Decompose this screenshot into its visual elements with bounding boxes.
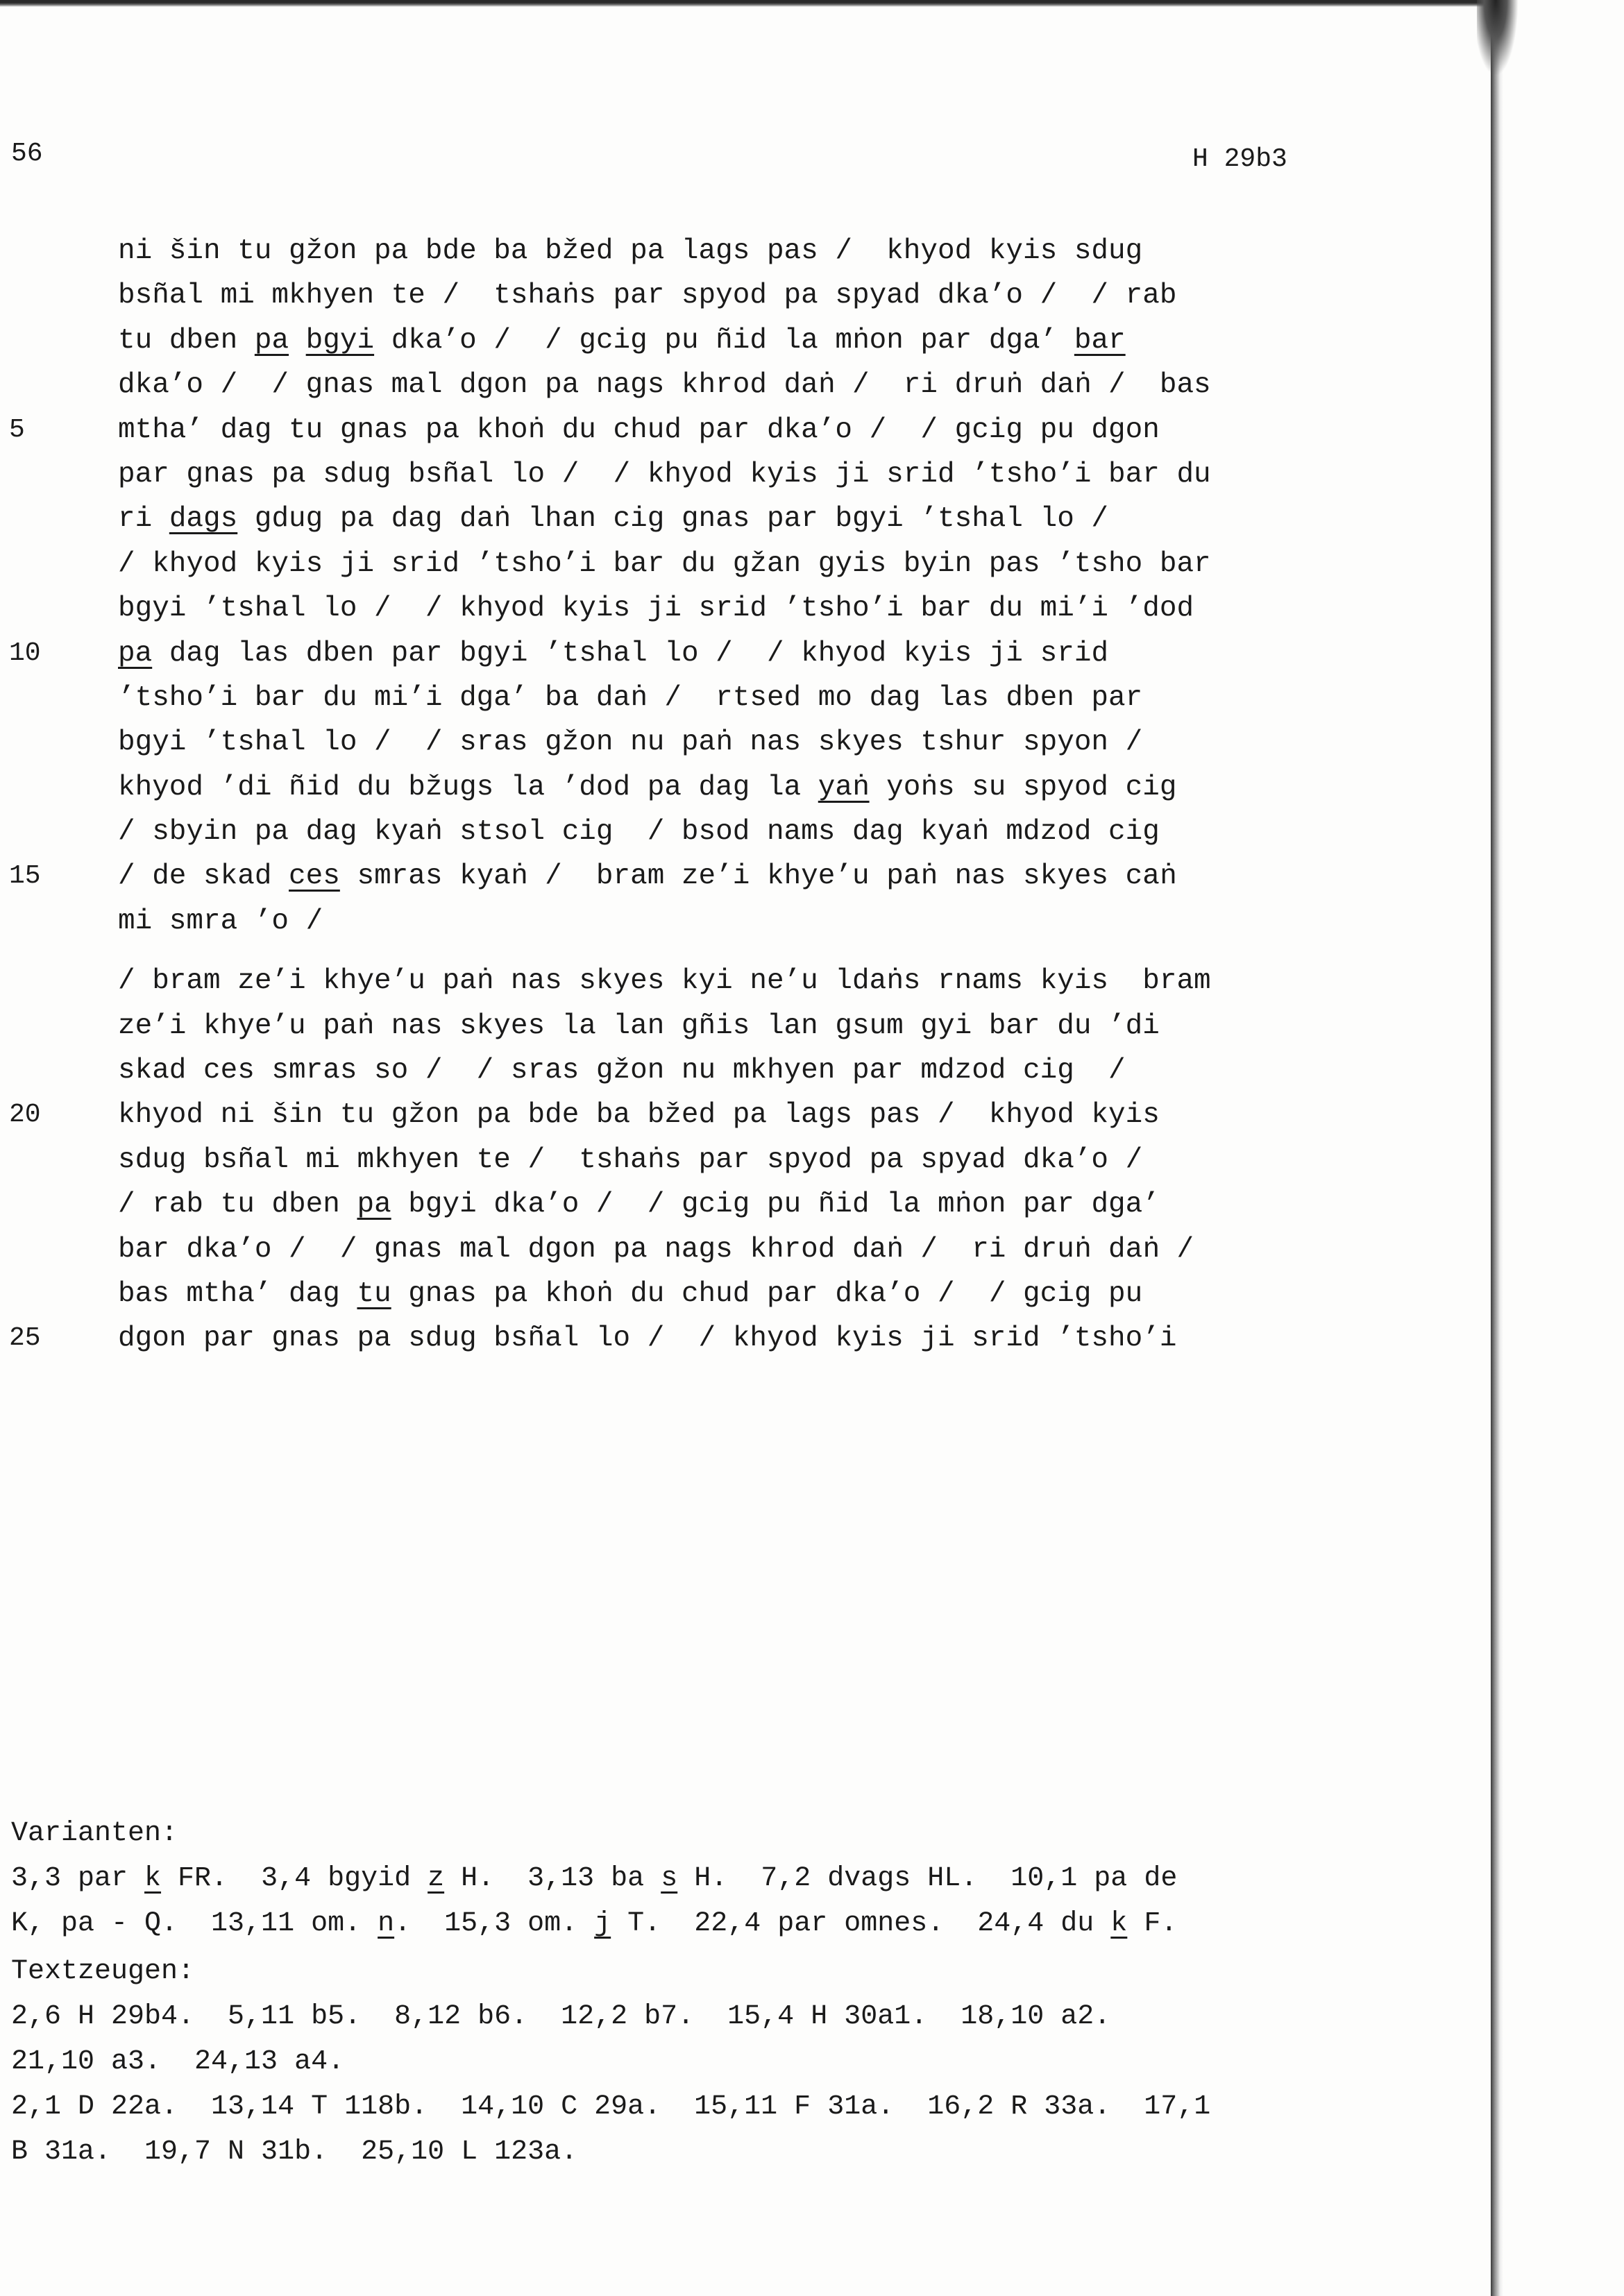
text-segment: dka’o / / gnas mal dgon pa nags khrod daṅ / ri druṅ daṅ / bas <box>118 369 1211 402</box>
text-line <box>118 1182 1211 1227</box>
text-segment: dka’o / / gcig pu ñid la mṅon par dga’ <box>374 324 1074 357</box>
scan-binding-shadow <box>1477 0 1519 76</box>
text-line <box>118 452 1211 497</box>
underlined-word: j <box>594 1908 611 1939</box>
text-line <box>118 273 1211 318</box>
witness-line <box>11 2084 1210 2129</box>
text-line <box>9 408 1211 452</box>
text-segment: 21,10 a3. 24,13 a4. <box>11 2046 345 2077</box>
text-line <box>118 497 1211 541</box>
text-segment: / sbyin pa dag kyaṅ stsol cig / bsod nams dag kyaṅ mdzod cig <box>118 816 1160 849</box>
underlined-word: tu <box>357 1277 391 1310</box>
text-segment: 2,6 H 29b4. 5,11 b5. 8,12 b6. 12,2 b7. 15,4 H 30a1. 18,10 a2. <box>11 2001 1111 2032</box>
text-segment: gdug pa dag daṅ lhan cig gnas par bgyi ’tshal lo / <box>237 503 1109 536</box>
text-segment: dgon par gnas pa sdug bsñal lo / / khyod kyis ji srid ’tsho’i <box>118 1323 1177 1355</box>
text-segment: skad ces smras so / / sras gžon nu mkhyen par mdzod cig / <box>118 1055 1126 1087</box>
text-segment: yoṅs su spyod cig <box>869 771 1177 803</box>
underlined-word: s <box>661 1863 678 1894</box>
text-segment: gnas pa khoṅ du chud par dka’o / / gcig pu <box>391 1277 1143 1310</box>
text-segment: / de skad <box>118 860 289 893</box>
text-line <box>118 586 1211 631</box>
text-segment: bgyi ’tshal lo / / sras gžon nu paṅ nas skyes tshur spyon / <box>118 726 1143 759</box>
text-segment: mtha’ dag tu gnas pa khoṅ du chud par dka’o / / gcig pu dgon <box>118 414 1160 446</box>
underlined-word: n <box>378 1908 395 1939</box>
text-segment: / rab tu dben <box>118 1189 357 1221</box>
text-segment: tu dben <box>118 324 255 357</box>
text-segment: H. 3,13 ba <box>444 1863 661 1894</box>
text-segment: T. 22,4 par omnes. 24,4 du <box>611 1908 1111 1939</box>
text-segment: 3,3 par <box>11 1863 145 1894</box>
text-segment <box>289 325 306 357</box>
text-line <box>118 1004 1211 1048</box>
text-line <box>118 810 1211 854</box>
text-line <box>118 720 1211 765</box>
text-line <box>118 1048 1211 1093</box>
underlined-word: z <box>428 1863 445 1894</box>
text-segment: mi smra ’o / <box>118 905 323 937</box>
variant-line <box>11 1856 1210 1901</box>
text-line <box>118 363 1211 407</box>
line-number: 20 <box>9 1100 41 1130</box>
underlined-word: yaṅ <box>818 771 870 803</box>
text-segment: H. 7,2 dvags HL. 10,1 pa de <box>677 1863 1178 1894</box>
text-segment: dag las dben par bgyi ’tshal lo / / khyod kyis ji srid <box>152 637 1109 670</box>
text-segment: ri <box>118 503 169 536</box>
underlined-word: pa <box>357 1189 391 1221</box>
section-reference: H 29b3 <box>1192 144 1287 174</box>
underlined-word: ces <box>289 860 340 893</box>
text-segment: bas mtha’ dag <box>118 1277 357 1310</box>
text-line <box>118 959 1211 1003</box>
text-segment: 2,1 D 22a. 13,14 T 118b. 14,10 C 29a. 15,11 F 31a. 16,2 R 33a. 17,1 <box>11 2091 1211 2123</box>
text-segment: / bram ze’i khye’u paṅ nas skyes kyi ne’u ldaṅs rnams kyis bram <box>118 965 1211 998</box>
page-number: 56 <box>11 139 43 169</box>
text-segment: ’tsho’i bar du mi’i dga’ ba daṅ / rtsed mo dag las dben par <box>118 681 1143 714</box>
text-segment: bgyi ’tshal lo / / khyod kyis ji srid ’tsho’i bar du mi’i ’dod <box>118 593 1194 625</box>
text-line <box>9 854 1211 899</box>
text-line <box>9 631 1211 676</box>
witness-line <box>11 1994 1210 2039</box>
text-segment: khyod ’di ñid du bžugs la ’dod pa dag la <box>118 771 818 803</box>
text-line <box>118 1227 1211 1272</box>
text-line <box>118 899 1211 944</box>
text-line <box>118 229 1211 273</box>
text-line <box>118 1138 1211 1182</box>
underlined-word: k <box>144 1863 162 1894</box>
edited-text-block <box>9 229 1211 1361</box>
text-segment: K, pa - Q. 13,11 om. <box>11 1908 378 1939</box>
witness-line <box>11 2039 1210 2084</box>
text-segment: ni šin tu gžon pa bde ba bžed pa lags pas / khyod kyis sdug <box>118 235 1143 267</box>
text-segment: bgyi dka’o / / gcig pu ñid la mṅon par dga’ <box>391 1189 1160 1221</box>
text-line <box>9 1093 1211 1137</box>
text-segment: F. <box>1127 1908 1178 1939</box>
text-segment: bsñal mi mkhyen te / tshaṅs par spyod pa spyad dka’o / / rab <box>118 280 1177 312</box>
text-segment: par gnas pa sdug bsñal lo / / khyod kyis ji srid ’tsho’i bar du <box>118 458 1211 491</box>
text-line <box>118 765 1211 810</box>
underlined-word: pa <box>254 324 289 357</box>
scan-binding-edge <box>1491 0 1503 2296</box>
text-segment: . 15,3 om. <box>394 1908 595 1939</box>
text-segment: bar dka’o / / gnas mal dgon pa nags khrod daṅ / ri druṅ daṅ / <box>118 1233 1194 1266</box>
text-segment: sdug bsñal mi mkhyen te / tshaṅs par spyod pa spyad dka’o / <box>118 1143 1143 1176</box>
witness-line <box>11 2129 1210 2175</box>
text-segment: ze’i khye’u paṅ nas skyes la lan gñis lan gsum gyi bar du ’di <box>118 1010 1160 1042</box>
text-segment: / khyod kyis ji srid ’tsho’i bar du gžan gyis byin pas ’tsho bar <box>118 547 1211 580</box>
variants-heading: Varianten: <box>11 1818 178 1849</box>
text-line <box>118 1272 1211 1316</box>
text-line <box>118 676 1211 720</box>
underlined-word: dags <box>169 503 238 536</box>
line-number: 15 <box>9 861 41 892</box>
text-line <box>9 1316 1211 1361</box>
underlined-word: bgyi <box>305 324 375 357</box>
line-number: 5 <box>9 414 25 445</box>
critical-apparatus <box>11 1811 1210 2175</box>
witnesses-list <box>11 1994 1210 2175</box>
line-number: 25 <box>9 1323 41 1354</box>
text-segment: smras kyaṅ / bram ze’i khye’u paṅ nas skyes caṅ <box>339 860 1177 893</box>
underlined-word: bar <box>1074 324 1126 357</box>
paragraph-gap <box>118 944 1211 959</box>
text-segment: FR. 3,4 bgyid <box>161 1863 428 1894</box>
witnesses-heading: Textzeugen: <box>11 1956 195 1987</box>
variants-list <box>11 1856 1210 1946</box>
text-line <box>118 542 1211 586</box>
underlined-word: pa <box>118 637 153 670</box>
line-number: 10 <box>9 638 41 668</box>
scan-top-edge <box>0 0 1492 7</box>
text-line <box>118 318 1211 363</box>
underlined-word: k <box>1110 1908 1128 1939</box>
text-segment: B 31a. 19,7 N 31b. 25,10 L 123a. <box>11 2136 578 2168</box>
text-segment: khyod ni šin tu gžon pa bde ba bžed pa lags pas / khyod kyis <box>118 1099 1160 1132</box>
variant-line <box>11 1901 1210 1946</box>
